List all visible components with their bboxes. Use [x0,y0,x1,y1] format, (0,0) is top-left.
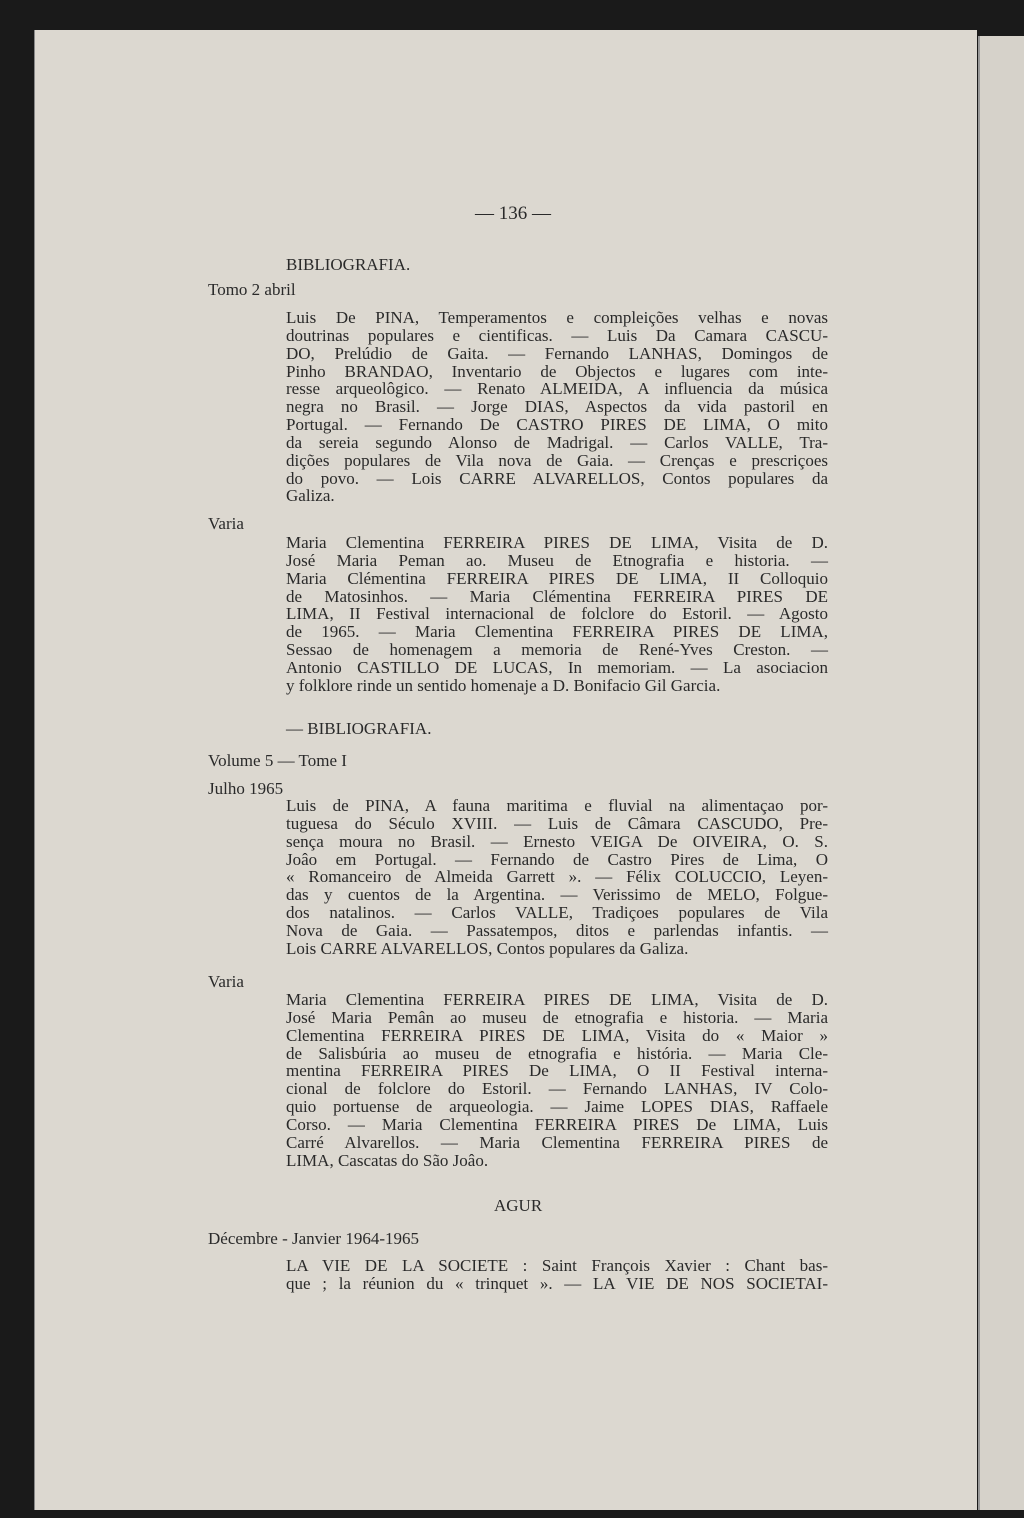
text-line: José Maria Pemân ao museu de etnografia e historia. — Maria [286,1007,828,1027]
varia-block [286,991,828,1169]
text-line: quio portuense de arqueologia. — Jaime LOPES DIAS, Raffaele [286,1097,828,1117]
text-line: da sereia segundo Alonso de Madrigal. — Carlos VALLE, Tra- [286,432,828,452]
text-line: de Matosinhos. — Maria Clémentina FERREIRA PIRES DE [286,586,828,606]
text-line: Pinho BRANDAO, Inventario de Objectos e lugares com inte- [286,361,828,381]
text-line: mentina FERREIRA PIRES De LIMA, O II Festival interna- [286,1061,828,1081]
text-line: Nova de Gaia. — Passatempos, ditos e parlendas infantis. — [286,920,828,940]
text-line: y folklore rinde un sentido homenaje a D. Bonifacio Gil Garcia. [286,675,721,695]
section-subheading: Décembre - Janvier 1964-1965 [208,1229,420,1248]
text-line: Luis De PINA, Temperamentos e compleições velhas e novas [286,308,828,327]
text-line: José Maria Peman ao. Museu de Etnografia e historia. — [286,550,828,570]
text-line: sença moura no Brasil. — Ernesto VEIGA De OIVEIRA, O. S. [286,831,828,851]
entry-block [286,309,828,505]
text-line: LIMA, Cascatas do São Joâo. [286,1150,489,1170]
entry-block [286,797,828,958]
varia-block [286,534,828,695]
section-heading: BIBLIOGRAFIA. [286,255,411,274]
section-heading: AGUR [494,1196,543,1215]
text-line: tuguesa do Século XVIII. — Luis de Câmara CASCUDO, Pre- [286,813,828,833]
text-line: Maria Clémentina FERREIRA PIRES DE LIMA, II Colloquio [286,568,828,588]
text-line: Maria Clementina FERREIRA PIRES DE LIMA, Visita de D. [286,533,828,552]
text-line: de 1965. — Maria Clementina FERREIRA PIRES DE LIMA, [286,622,828,642]
varia-label: Varia [208,972,244,991]
text-line: das y cuentos de la Argentina. — Verissimo de MELO, Folgue- [286,885,828,905]
varia-label: Varia [208,514,244,533]
text-line: LA VIE DE LA SOCIETE : Saint François Xavier : Chant bas- [286,1256,828,1275]
text-line: de Salisbúria ao museu de etnografia e história. — Maria Cle- [286,1043,828,1063]
text-line: Corso. — Maria Clementina FERREIRA PIRES De LIMA, Luis [286,1114,828,1134]
text-line: doutrinas populares e cientificas. — Luis Da Camara CASCU- [286,325,828,345]
section-subheading: Tomo 2 abril [208,280,296,299]
text-line: Maria Clementina FERREIRA PIRES DE LIMA, Visita de D. [286,990,828,1009]
text-line: resse arqueolôgico. — Renato ALMEIDA, A influencia da música [286,379,828,399]
text-line: cional de folclore do Estoril. — Fernando LANHAS, IV Colo- [286,1079,828,1099]
next-page-edge [978,36,1024,1510]
section-date: Julho 1965 [208,779,284,798]
text-line: dições populares de Vila nova de Gaia. — Crenças e prescriçoes [286,450,828,470]
text-line: que ; la réunion du « trinquet ». — LA VIE DE NOS SOCIETAI- [286,1273,828,1293]
text-line: « Romanceiro de Almeida Garrett ». — Félix COLUCCIO, Leyen- [286,867,828,887]
text-line: Carré Alvarellos. — Maria Clementina FERREIRA PIRES de [286,1132,828,1152]
text-line: Galiza. [286,486,335,506]
text-line: Portugal. — Fernando De CASTRO PIRES DE LIMA, O mito [286,415,828,435]
section-subheading: Volume 5 — Tome I [208,751,347,770]
text-line: DO, Prelúdio de Gaita. — Fernando LANHAS, Domingos de [286,343,828,363]
text-line: Lois CARRE ALVARELLOS, Contos populares da Galiza. [286,938,689,958]
text-line: negra no Brasil. — Jorge DIAS, Aspectos da vida pastoril en [286,397,828,417]
text-line: Luis de PINA, A fauna maritima e fluvial na alimentaçao por- [286,796,828,815]
text-line: Joâo em Portugal. — Fernando de Castro Pires de Lima, O [286,849,828,869]
section-heading: — BIBLIOGRAFIA. [286,719,432,738]
text-line: Antonio CASTILLO DE LUCAS, In memoriam. — La asociacion [286,657,828,677]
text-line: do povo. — Lois CARRE ALVARELLOS, Contos populares da [286,468,828,488]
entry-block [286,1257,828,1293]
page-number: — 136 — [475,203,551,224]
text-line: Clementina FERREIRA PIRES DE LIMA, Visita do « Maior » [286,1025,828,1045]
text-line: LIMA, II Festival internacional de folclore do Estoril. — Agosto [286,604,828,624]
text-line: dos natalinos. — Carlos VALLE, Tradiçoes populares de Vila [286,903,828,923]
text-line: Sessao de homenagem a memoria de René-Yves Creston. — [286,640,828,660]
